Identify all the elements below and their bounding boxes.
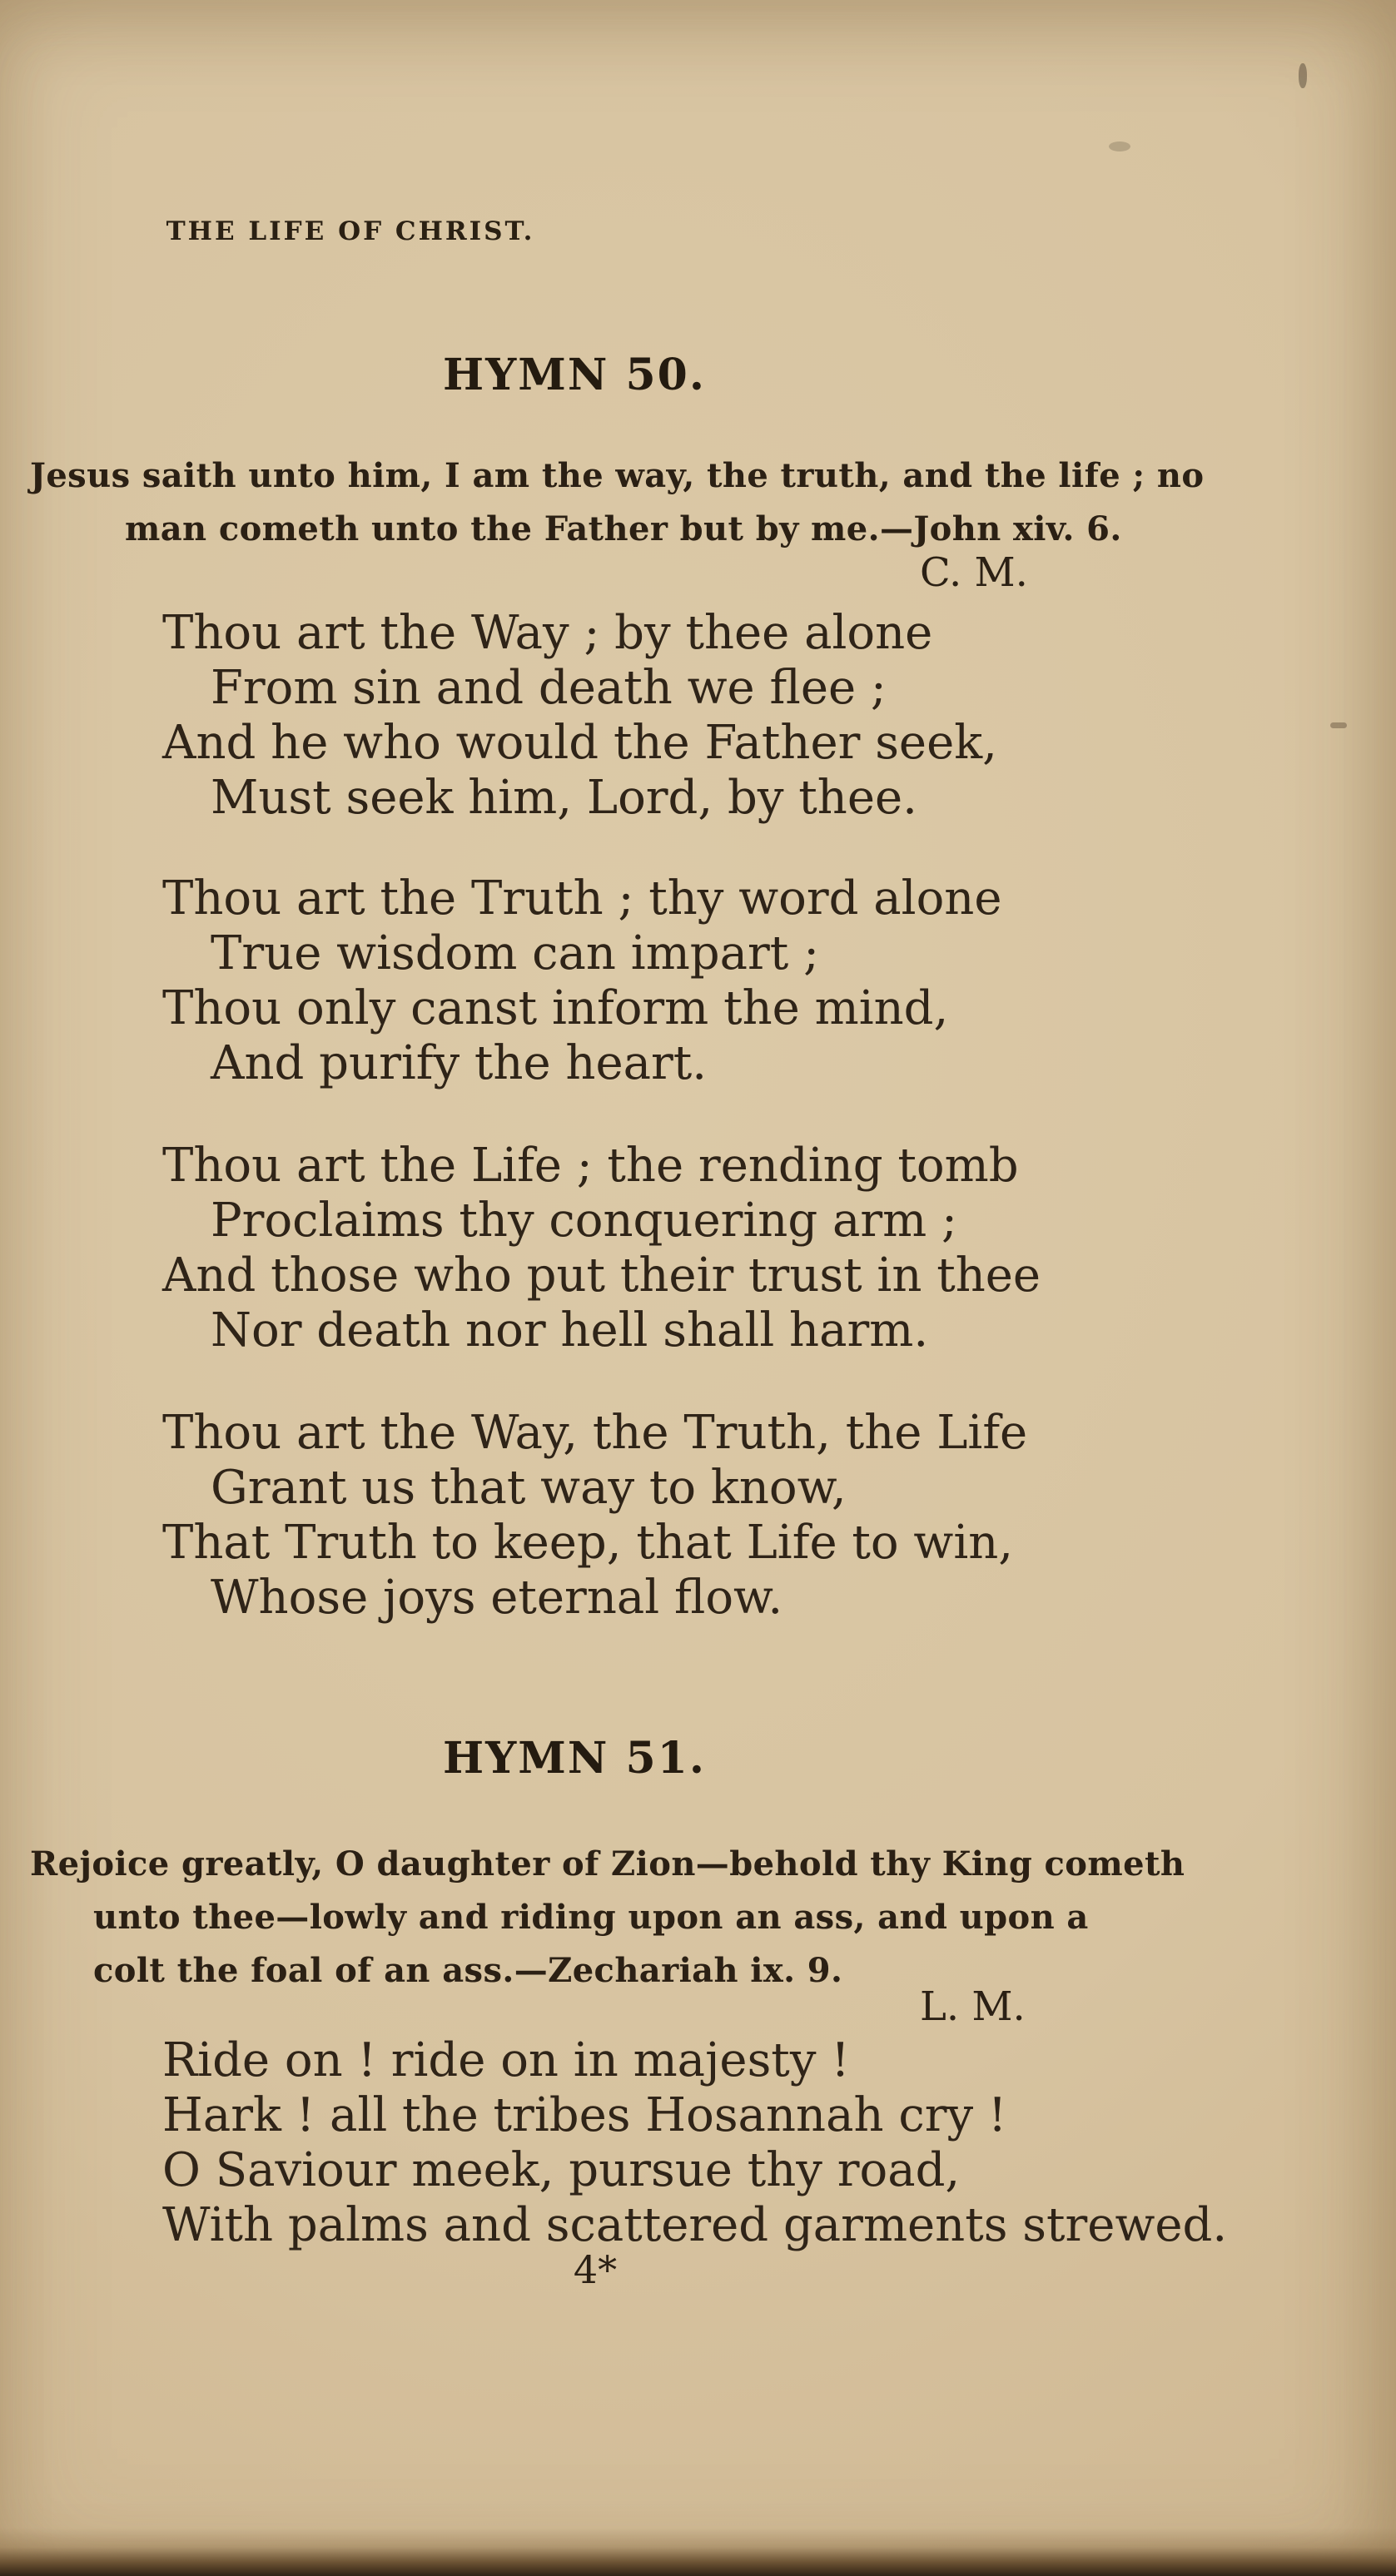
hymn-51-meter: L. M. [920,1983,1026,2030]
verse-line: Hark ! all the tribes Hosannah cry ! [162,2088,1007,2142]
epigraph-line: Rejoice greatly, O daughter of Zion—behold thy King cometh [30,1844,1185,1884]
verse-line: Whose joys eternal flow. [211,1571,783,1625]
verse-line: Thou only canst inform the mind, [162,981,949,1035]
hymn-51-verse-1 [0,2033,1396,2253]
verse-line: That Truth to keep, that Life to win, [162,1516,1014,1570]
running-header: THE LIFE OF CHRIST. [166,216,535,246]
hymn-50-verse-3 [0,1139,1396,1358]
verse-line: With palms and scattered garments strewed. [162,2198,1228,2252]
verse-line: O Saviour meek, pursue thy road, [162,2143,961,2197]
epigraph-line: colt the foal of an ass.—Zechariah ix. 9. [93,1951,843,1990]
hymn-50-verse-1 [0,606,1396,826]
verse-line: True wisdom can impart ; [211,926,819,980]
epigraph-line: unto thee—lowly and riding upon an ass, and upon a [93,1898,1089,1937]
verse-line: Must seek him, Lord, by thee. [211,771,917,825]
verse-line: From sin and death we flee ; [211,661,887,715]
hymn-51-title: HYMN 51. [443,1733,706,1784]
paper-speck [1109,141,1130,151]
verse-line: Nor death nor hell shall harm. [211,1303,929,1357]
verse-line: And he who would the Father seek, [162,716,997,770]
hymn-50-title: HYMN 50. [443,350,706,400]
hymn-50-verse-4 [0,1406,1396,1626]
verse-line: Thou art the Life ; the rending tomb [162,1139,1019,1193]
verse-line: Thou art the Way ; by thee alone [162,606,933,660]
page-signature: 4* [573,2247,618,2292]
verse-line: Grant us that way to know, [211,1461,847,1515]
verse-line: And those who put their trust in thee [162,1248,1041,1303]
page-bottom-edge [0,2528,1396,2576]
verse-line: And purify the heart. [211,1036,708,1090]
hymn-50-verse-2 [0,871,1396,1091]
verse-line: Thou art the Truth ; thy word alone [162,871,1002,926]
verse-line: Ride on ! ride on in majesty ! [162,2033,850,2087]
verse-line: Thou art the Way, the Truth, the Life [162,1406,1028,1460]
verse-line: Proclaims thy conquering arm ; [211,1194,957,1248]
hymn-51-epigraph [0,1838,1396,1998]
hymn-50-epigraph [0,449,1396,556]
epigraph-line: man cometh unto the Father but by me.—John xiv. 6. [125,509,1122,548]
hymn-50-meter: C. M. [920,549,1028,596]
paper-speck [1299,63,1307,88]
epigraph-line: Jesus saith unto him, I am the way, the truth, and the life ; no [30,456,1205,495]
